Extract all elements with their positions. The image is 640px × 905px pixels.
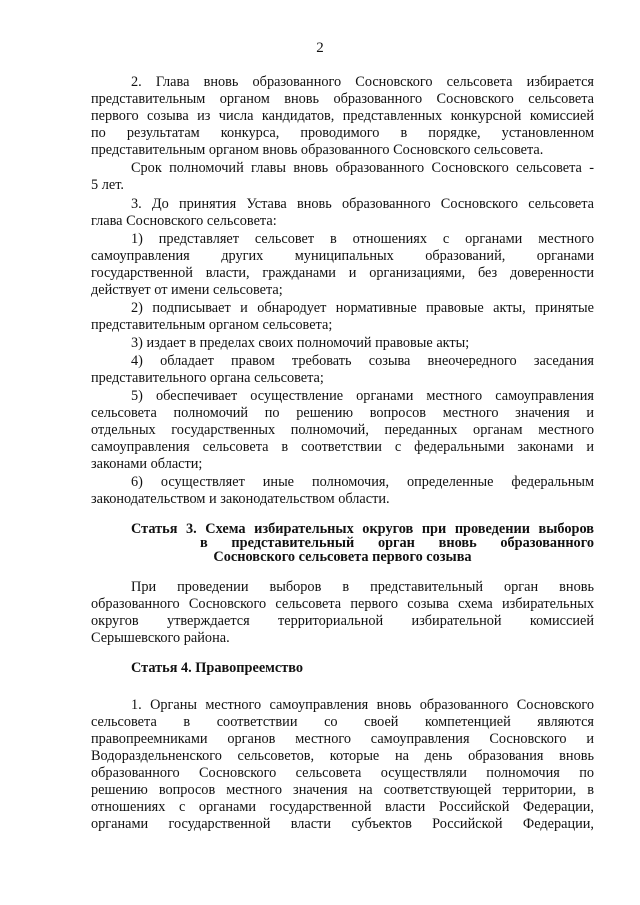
text-line: законодательством и законодательством области. (91, 491, 390, 507)
text-line: 1. Органы местного самоуправления вновь образованного Сосновского (131, 697, 594, 713)
text-line: образованного Сосновского сельсовета осуществляли полномочия по (91, 765, 594, 781)
text-line: правопреемниками органов местного самоуправления Сосновского и (91, 731, 594, 747)
text-line: государственной власти, гражданами и организациями, без доверенности (91, 265, 594, 281)
list-item-line: 1) представляет сельсовет в отношениях с органами местного (131, 231, 594, 247)
text-line: законами области; (91, 456, 203, 472)
text-line: Срок полномочий главы вновь образованного Сосновского сельсовета - (131, 160, 594, 176)
article-heading: в представительный орган вновь образованного (200, 535, 594, 551)
text-line: 3. До принятия Устава вновь образованного Сосновского сельсовета (131, 196, 594, 212)
article-heading: Сосновского сельсовета первого созыва (213, 549, 472, 565)
text-line: сельсовета в соответствии со своей компетенцией являются (91, 714, 594, 730)
text-line: отношениях с органами государственной власти Российской Федерации, (91, 799, 594, 815)
text-line: Серышевского района. (91, 630, 230, 646)
list-item-line: 6) осуществляет иные полномочия, определенные федеральным (131, 474, 594, 490)
text-line: представительного органа сельсовета; (91, 370, 324, 386)
text-line: При проведении выборов в представительный орган вновь (131, 579, 594, 595)
text-line: образованного Сосновского сельсовета первого созыва схема избирательных (91, 596, 594, 612)
text-line: Водораздельненского сельсоветов, которые на день образования вновь (91, 748, 594, 764)
text-line: 2. Глава вновь образованного Сосновского сельсовета избирается (131, 74, 594, 90)
text-line: сельсовета полномочий по решению вопросов местного значения и (91, 405, 594, 421)
text-line: представительным органом вновь образованного Сосновского сельсовета. (91, 142, 544, 158)
article-heading: Статья 3. Схема избирательных округов при проведении выборов (131, 521, 594, 537)
text-line: решению вопросов местного значения на соответствующей территории, в (91, 782, 594, 798)
page-number: 2 (316, 40, 324, 56)
text-line: самоуправления других муниципальных образований, органами (91, 248, 594, 264)
text-line: глава Сосновского сельсовета: (91, 213, 277, 229)
list-item-line: 3) издает в пределах своих полномочий правовые акты; (131, 335, 470, 351)
list-item-line: 5) обеспечивает осуществление органами местного самоуправления (131, 388, 594, 404)
list-item-line: 2) подписывает и обнародует нормативные правовые акты, принятые (131, 300, 594, 316)
article-heading: Статья 4. Правопреемство (131, 660, 304, 676)
text-line: округов утверждается территориальной избирательной комиссией (91, 613, 594, 629)
text-line: представительным органом вновь образованного Сосновского сельсовета (91, 91, 594, 107)
text-line: органами государственной власти субъектов Российской Федерации, (91, 816, 594, 832)
list-item-line: 4) обладает правом требовать созыва внеочередного заседания (131, 353, 594, 369)
text-line: 5 лет. (91, 177, 124, 193)
text-line: по результатам конкурса, проводимого в порядке, установленном (91, 125, 594, 141)
text-line: первого созыва из числа кандидатов, представленных конкурсной комиссией (91, 108, 594, 124)
text-line: самоуправления сельсовета в соответствии с федеральными законами и (91, 439, 594, 455)
text-line: действует от имени сельсовета; (91, 282, 283, 298)
text-line: отдельных государственных полномочий, переданных органам местного (91, 422, 594, 438)
text-line: представительным органом сельсовета; (91, 317, 333, 333)
